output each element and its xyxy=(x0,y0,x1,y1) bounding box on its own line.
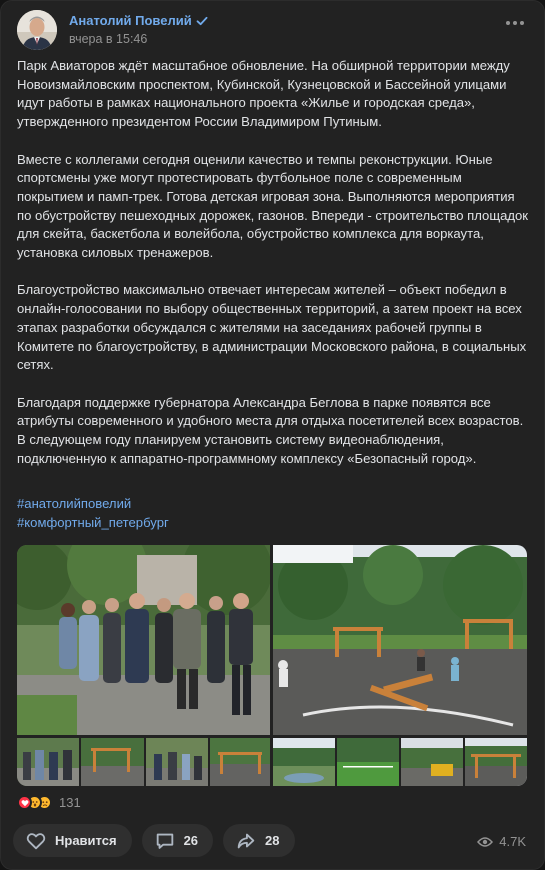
photo-thumb[interactable] xyxy=(17,738,79,786)
like-label: Нравится xyxy=(55,833,117,848)
eye-icon xyxy=(477,836,493,848)
hashtag-link[interactable]: #анатолийповелий xyxy=(17,496,132,511)
verified-check-icon xyxy=(196,15,208,27)
share-button[interactable] xyxy=(223,824,294,857)
post-paragraph: Парк Авиаторов ждёт масштабное обновление. На обширной территории между Новоизмайловским проспектом, Кубинской, Кузнецовской и Бассейной улицами идут работы в рамках национального проекта «Жилье и городская среда», утвержденного президентом России Владимиром Путиным. xyxy=(17,58,510,130)
more-dots-icon[interactable] xyxy=(506,21,524,25)
photo-thumb[interactable] xyxy=(146,738,208,786)
like-button[interactable] xyxy=(13,824,132,857)
comment-icon xyxy=(154,830,176,852)
photo-officials-walking[interactable] xyxy=(17,545,270,735)
views-count: 4.7K xyxy=(499,834,526,849)
post-time[interactable]: вчера в 15:46 xyxy=(69,32,148,46)
reactions-count: 131 xyxy=(59,795,81,810)
author-avatar[interactable] xyxy=(17,10,57,50)
photo-thumb[interactable] xyxy=(337,738,399,786)
author-name[interactable]: Анатолий Повелий xyxy=(69,13,192,28)
hashtags xyxy=(17,495,169,532)
shares-count: 28 xyxy=(265,833,280,848)
reactions-summary[interactable] xyxy=(17,795,81,810)
photo-thumb[interactable] xyxy=(273,738,335,786)
photo-playground[interactable] xyxy=(273,545,527,735)
comments-count: 26 xyxy=(183,833,199,848)
photo-thumb[interactable] xyxy=(210,738,270,786)
photo-thumb[interactable] xyxy=(465,738,527,786)
heart-icon xyxy=(25,830,47,852)
post-paragraph: Благодаря поддержке губернатора Александра Беглова в парке появятся все атрибуты современного и удобного места для отдыха посетителей всех возрастов. В следующем году планируем установить систему видеонаблюдения, подключенную к аппаратно-программному комплексу «Безопасный город». xyxy=(17,394,524,466)
hashtag-link[interactable]: #комфортный_петербург xyxy=(17,514,169,530)
photo-thumb[interactable] xyxy=(81,738,144,786)
photo-thumb[interactable] xyxy=(401,738,463,786)
heart-reaction-icon xyxy=(17,795,32,810)
photo-gallery xyxy=(17,545,527,786)
post-paragraph: Вместе с коллегами сегодня оценили качество и темпы реконструкции. Юные спортсмены уже могут протестировать футбольное поле с современным покрытием и памп-трек. Готова детская игровая зона. Выполняются мероприятия по обустройству пешеходных дорожек, газонов. Впереди - строительство площадок для скейта, баскетбола и волейбола, обустройство комплекса для воркаута, установка силовых тренажеров. xyxy=(17,151,529,261)
post-paragraph: Благоустройство максимально отвечает интересам жителей – объект победил в онлайн-голосовании по выбору общественных территорий, а затем проект на всех этапах разработки обсуждался с жителями на заседаниях рабочей группы в Комитете по благоустройству, в администрации Московского района, в социальных сетях. xyxy=(17,282,527,373)
share-arrow-icon xyxy=(235,830,257,852)
comment-button[interactable] xyxy=(142,824,213,857)
post-text xyxy=(17,57,529,487)
views-counter xyxy=(477,834,526,849)
